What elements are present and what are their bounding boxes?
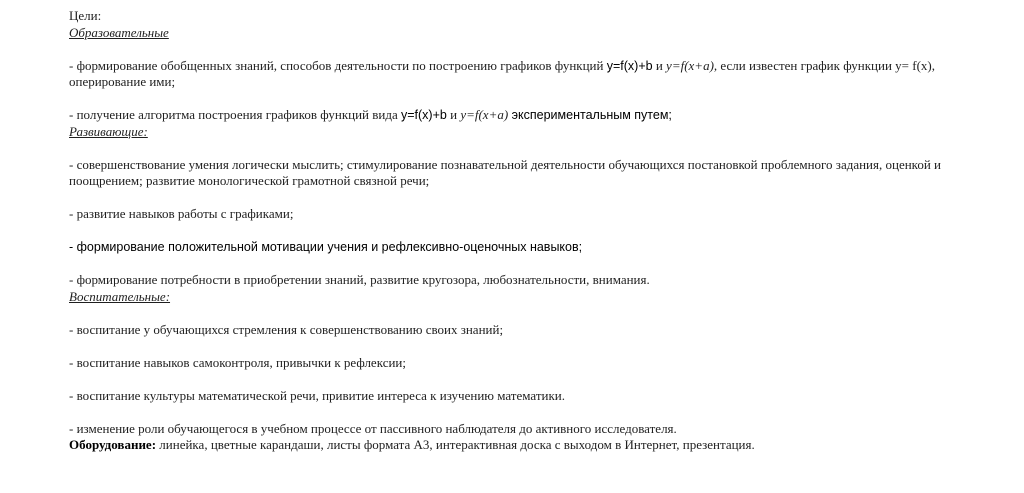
formula-shift-vertical: y=f(x)+b [606, 58, 653, 73]
goals-title: Цели: [69, 8, 102, 23]
equipment-label: Оборудование: [69, 437, 157, 452]
educational-heading: Образовательные [69, 24, 169, 40]
developing-item-3: - формирование положительной мотивации учения и рефлексивно-оценочных навыков; [69, 240, 583, 254]
upbringing-item-4: - изменение роли обучающегося в учебном процессе от пассивного наблюдателя до активного исследователя. [69, 420, 677, 436]
equipment-line [69, 437, 969, 454]
formula-shift-horizontal: y=f(x+a) [460, 107, 509, 122]
educational-item-2: - получение алгоритма построения графиков функций вида y=f(x)+b и y=f(x+a) экспериментальным путем; [69, 107, 672, 122]
upbringing-item-2: - воспитание навыков самоконтроля, привычки к рефлексии; [69, 354, 406, 370]
developing-item-1: - совершенствование умения логически мыслить; стимулирование познавательной деятельности обучающихся постановкой проблемного задания, оценкой и поощрением; развитие монологической грамотной связной речи; [69, 156, 941, 188]
document-body [69, 8, 969, 454]
equipment-text: линейка, цветные карандаши, листы формата А3, интерактивная доска с выходом в Интернет, презентация. [156, 437, 755, 452]
formula-shift-vertical: y=f(x)+b [400, 108, 447, 122]
developing-heading: Развивающие: [69, 123, 148, 139]
formula-shift-horizontal: y=f(x+a), [666, 57, 718, 73]
upbringing-item-3: - воспитание культуры математической речи, привитие интереса к изучению математики. [69, 387, 565, 403]
upbringing-heading: Воспитательные: [69, 288, 171, 304]
developing-item-4: - формирование потребности в приобретении знаний, развитие кругозора, любознательности, внимания. [69, 272, 650, 287]
upbringing-item-1: - воспитание у обучающихся стремления к совершенствованию своих знаний; [69, 321, 504, 337]
educational-item-1: - формирование обобщенных знаний, способов деятельности по построению графиков функций y=f(x)+b и y=f(x+a), если известен график функции y= f(x), оперирование ими; [69, 57, 936, 89]
developing-item-2: - развитие навыков работы с графиками; [69, 206, 294, 221]
